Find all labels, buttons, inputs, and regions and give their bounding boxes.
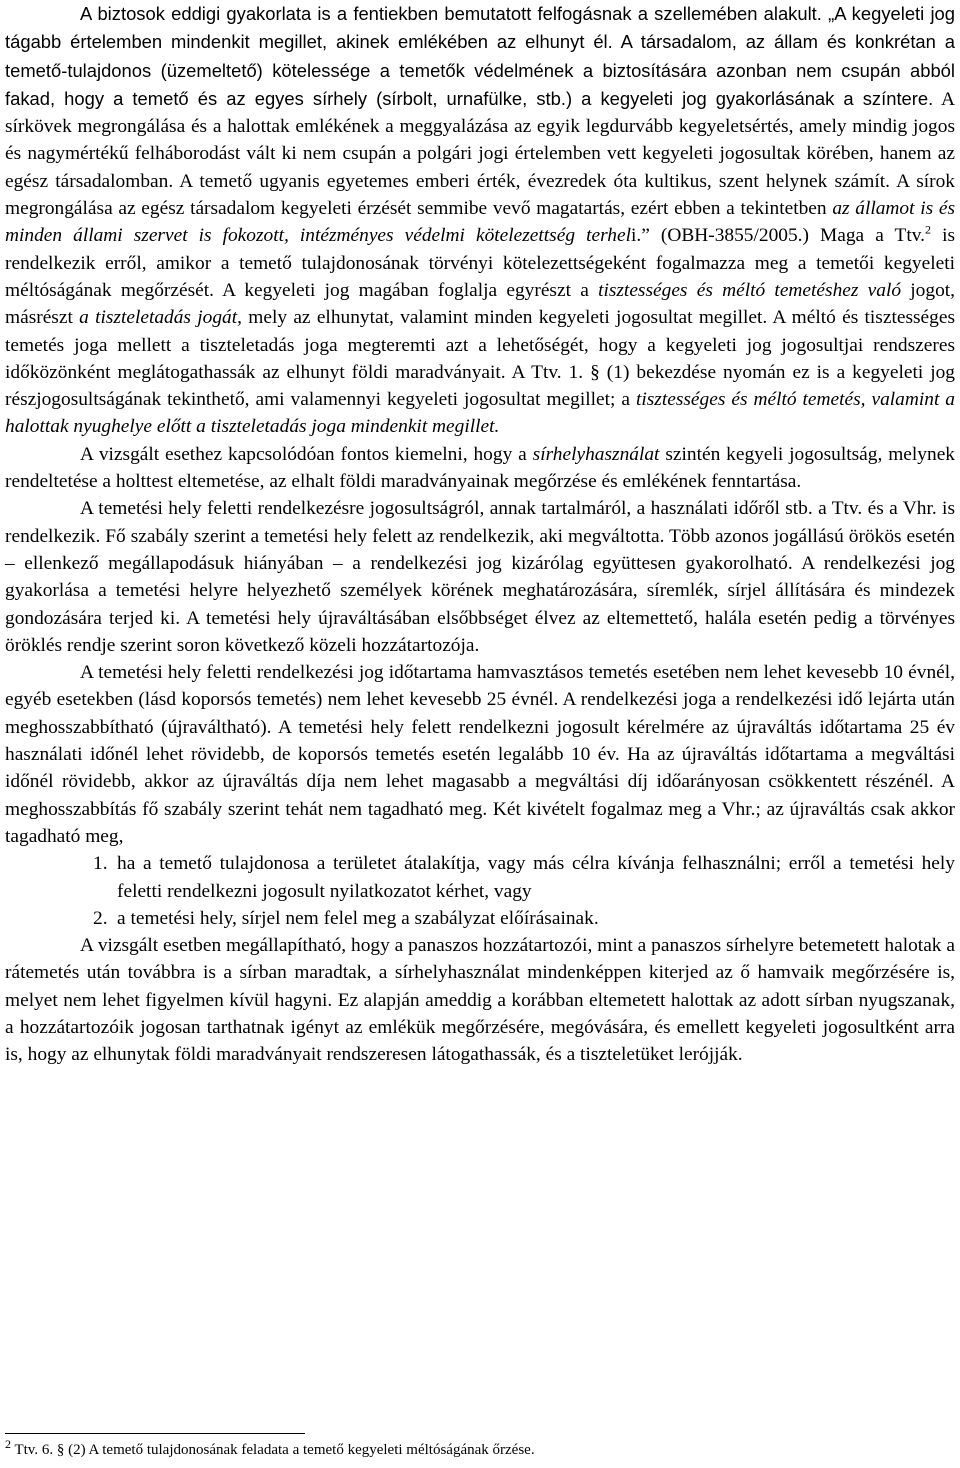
list-item-text: a temetési hely, sírjel nem felel meg a szabályzat előírásainak. [117, 907, 599, 929]
footnote [5, 1437, 945, 1460]
footnote-mark: 2 [5, 1437, 11, 1451]
footnote-ref-2: 2 [925, 222, 932, 237]
footnote-text: Ttv. 6. § (2) A temető tulajdonosának feladata a temető kegyeleti méltóságának őrzése. [11, 1442, 535, 1458]
list-item [5, 850, 955, 905]
paragraph-1-text-b: A sírkövek megrongálása és a halottak emlékének a meggyalázása az egyik legdurvább kegyeletsértés, amely mindig jogos és nagymértékű felháborodást vált ki nem csupán a polgári jogi értelemben vett kegyeleti jogosultak körében, hanem az egész társadalomban. A temető ugyanis egyetemes emberi érték, évezredek óta kultikus, szent helynek számít. A sírok megrongálása az egész társadalom kegyeleti érzését semmibe vevő magatartás, ezért ebben a tekintetben [5, 88, 956, 220]
paragraph-1-text-i: , mely az elhunytat, valamint minden kegyeleti jogosultat megillet. A méltó és tisztességes temetés joga mellett a tiszteletadás joga megteremti azt a lehetőségét, hogy a kegyeleti jog jogosultjai rendszeres időközönként meglátogathassák az elhunyt földi maradványait. A Ttv. 1. § (1) bekezdése nyomán ez is a kegyeleti jog részjogosultságának tekinthető, ami valamennyi kegyeleti jogosultat megillet; a [5, 307, 955, 411]
exception-list [5, 850, 955, 932]
paragraph-1-sans-text: A biztosok eddigi gyakorlata is a fentiekben bemutatott felfogásnak a szellemében alakult. „A kegyeleti jog tágabb értelemben mindenkit megillet, akinek emlékében az elhunyt él. A társadalom, az állam és konkrétan a temető-tulajdonos (üzemeltető) kötelessége a temetők védelmének a biztosítására azonban nem csupán abból fakad, hogy a temető és az egyes sírhely (sírbolt, urnafülke, stb.) a kegyeleti jog gyakorlásának a színtere. [5, 3, 955, 109]
paragraph-1-text-e: is rendelkezik erről, amikor a temető tulajdonosának törvényi kötelezettségeként fogalmazza meg a temetői kegyeleti méltóságának megőrzését. A kegyeleti jog magában foglalja egyrészt a [5, 225, 956, 301]
paragraph-2-text-c: szintén kegyeli jogosultság, melynek rendeltetése a holttest eltemetése, az elhalt földi maradványainak megőrzése és emlékének fenntartása. [5, 443, 955, 493]
paragraph-1-emphasis-1: az államot is és minden állami szervet is fokozott, intézményes védelmi kötelezettség terhel [5, 198, 956, 247]
paragraph-5: A vizsgált esetben megállapítható, hogy a panaszos hozzátartozói, mint a panaszos sírhelyre betemetett halotak a rátemetés után továbbra is a sírban maradtak, a sírhelyhasználat mindenképpen kiterjed az ő hamvaik megőrzésére is, melyet nem lehet figyelmen kívül hagyni. Ez alapján ameddig a korábban eltemetett halottak az adott sírban nyugszanak, a hozzátartozóik jogosan tarthatnak igényt az emlékük megőrzésére, megóvására, és emellett kegyeleti jogosultként arra is, hogy az elhunytak földi maradványait rendszeresen látogathassák, és a tiszteletüket lerójják. [5, 935, 955, 1066]
paragraph-2-emphasis: sírhelyhasználat [532, 443, 660, 465]
paragraph-1-emphasis-3: a tiszteletadás jogát [79, 307, 238, 329]
list-item [5, 905, 955, 932]
list-item-number: 1. [93, 853, 108, 875]
paragraph-3: A temetési hely feletti rendelkezésre jogosultságról, annak tartalmáról, a használati időről stb. a Ttv. és a Vhr. is rendelkezik. Fő szabály szerint a temetési hely felett az rendelkezik, aki megváltotta. Több azonos jogállású örökös esetén – ellenkező megállapodásuk hiányában – a rendelkezési jog kizárólag együttesen gyakorolható. A rendelkezési jog gyakorlása a temetési helyre helyezhető személyek körének meghatározására, síremlék, sírjel állítására és mindezek gondozására terjed ki. A temetési hely újraváltásában elsőbbséget élvez az eltemettető, halála esetén pedig a törvényes öröklés rendje szerint soron következő közeli hozzátartozója. [5, 498, 955, 656]
document-page [5, 0, 955, 1069]
paragraph-1-text-g: jogot, másrészt [5, 279, 955, 329]
paragraph-4: A temetési hely feletti rendelkezési jog időtartama hamvasztásos temetés esetében nem lehet kevesebb 10 évnél, egyéb esetekben (lásd koporsós temetés) nem lehet kevesebb 25 évnél. A rendelkezési joga a rendelkezési idő lejárta után meghosszabbítható (újraváltható). A temetési hely felett rendelkezni jogosult kérelmére az újraváltás időtartama 25 év használati időnél lehet rövidebb, de koporsós temetés esetén legalább 10 év. Ha az újraváltás időtartama a megváltási időnél rövidebb, akkor az újraváltás díja nem lehet magasabb a megváltási díj időarányosan csökkentett részénél. A meghosszabbítás fő szabály szerint tehát nem tagadható meg. Két kivételt fogalmaz meg a Vhr.; az újraváltás csak akkor tagadható meg, [5, 662, 955, 847]
footnote-separator [5, 1433, 305, 1434]
paragraph-2-text-a: A vizsgált esethez kapcsolódóan fontos kiemelni, hogy a [80, 443, 533, 465]
paragraph-1-emphasis-4: tisztességes és méltó temetés, valamint a halottak nyughelye előtt a tiszteletadás joga mindenkit megillet. [5, 389, 955, 438]
paragraph-2 [5, 441, 955, 496]
list-item-number: 2. [93, 907, 108, 929]
paragraph-1 [5, 0, 955, 441]
paragraph-1-emphasis-2: tisztességes és méltó temetéshez való [598, 279, 902, 301]
list-item-text: ha a temető tulajdonosa a területet átalakítja, vagy más célra kívánja felhasználni; erről a temetési hely feletti rendelkezni jogosult nyilatkozatot kérhet, vagy [117, 853, 955, 902]
paragraph-1-text-d: i.” (OBH-3855/2005.) Maga a Ttv. [630, 225, 926, 247]
